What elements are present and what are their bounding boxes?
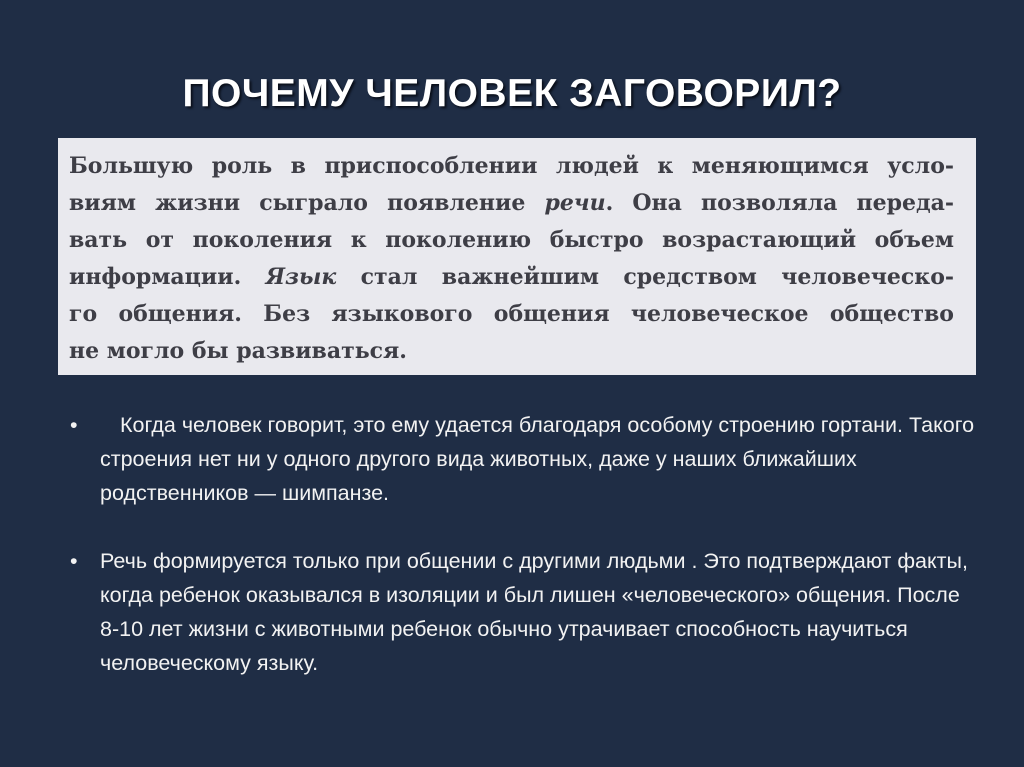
bullet-marker: •: [70, 549, 78, 573]
excerpt-text: стал важнейшим средством человеческо-: [336, 264, 955, 290]
bullet-marker: •: [70, 413, 78, 437]
excerpt-text: . Она позволяла переда-: [605, 190, 955, 216]
bullet-item: [70, 408, 980, 510]
excerpt-text: информации.: [69, 264, 266, 290]
excerpt-line: вать от поколения к поколению быстро возрастающий объем: [69, 227, 954, 253]
excerpt-line: [69, 185, 954, 222]
bullet-text: Когда человек говорит, это ему удается благодаря особому строению гортани. Такого строения нет ни у одного другого вида животных, даже у наших ближайших родственников — шимпанзе.: [100, 413, 975, 505]
excerpt-emphasis: речи: [544, 190, 606, 216]
excerpt-line: Большую роль в приспособлении людей к меняющимся усло-: [69, 153, 954, 179]
excerpt-text: виям жизни сыграло появление: [69, 190, 545, 216]
slide-title: ПОЧЕМУ ЧЕЛОВЕК ЗАГОВОРИЛ?: [182, 72, 842, 115]
excerpt-line: го общения. Без языкового общения человеческое общество: [69, 301, 954, 327]
textbook-excerpt-image: [58, 138, 976, 375]
excerpt-emphasis: Язык: [265, 264, 337, 290]
bullet-item: [70, 544, 980, 680]
bullet-text: Речь формируется только при общении с другими людьми . Это подтверждают факты, когда ребенок оказывался в изоляции и был лишен «человеческого» общения. После 8-10 лет жизни с животными ребенок обычно утрачивает способность научиться человеческому языку.: [100, 549, 968, 675]
excerpt-line: не могло бы развиваться.: [69, 338, 407, 364]
bullet-list: [70, 408, 980, 680]
excerpt-line: [69, 259, 954, 296]
